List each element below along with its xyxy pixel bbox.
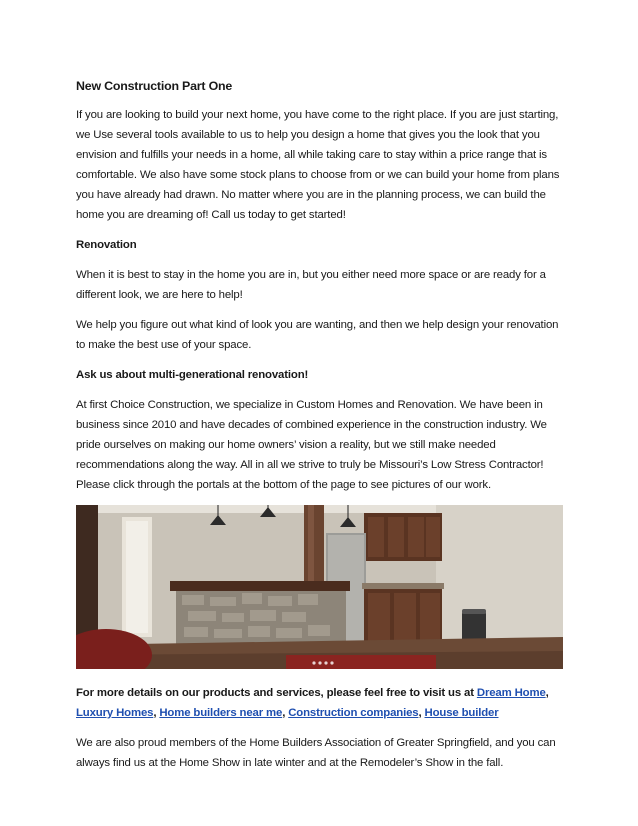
link-dream-home[interactable]: Dream Home (476, 687, 546, 699)
renovation-heading: Renovation (76, 239, 137, 251)
members-paragraph: We are also proud members of the Home Builders Association of Greater Springfield, and you can always find us at the Home Show in late winter and at the Remodeler’s Show in the fall. (76, 737, 556, 769)
kitchen-photo-illustration (76, 505, 563, 669)
link-luxury-homes[interactable]: Luxury Homes (76, 707, 154, 719)
link-construction-companies[interactable]: Construction companies (288, 707, 419, 719)
page-title: New Construction Part One (76, 79, 233, 93)
document-content (76, 76, 564, 783)
details-prefix: For more details on our products and services, please feel free to visit us at (76, 687, 474, 699)
link-home-builders-near-me[interactable]: Home builders near me (159, 707, 283, 719)
about-paragraph: At first Choice Construction, we specialize in Custom Homes and Renovation. We have been in business since 2010 and have decades of combined experience in the construction industry. We pride ourselves on making our home owners’ vision a reality, but we still make needed recommendations along the way. All in all we strive to truly be Missouri’s Low Stress Contractor! Please click through the portals at the bottom of the page to see pictures of our work. (76, 399, 547, 491)
intro-paragraph: If you are looking to build your next home, you have come to the right place. If you are just starting, we Use several tools available to us to help you design a home that gives you the look that you envision and fulfills your needs in a home, all while taking care to stay within a price range that is comfortable. We also have some stock plans to choose from or we can build your home from plans you have already had drawn. No matter where you are in the planning process, we can build the home you are dreaming of! Call us today to get started! (76, 109, 560, 221)
renovation-paragraph-2: We help you figure out what kind of look you are wanting, and then we help design your renovation to make the best use of your space. (76, 319, 559, 351)
link-house-builder[interactable]: House builder (424, 707, 499, 719)
kitchen-renovation-photo (76, 505, 563, 669)
renovation-paragraph-1: When it is best to stay in the home you are in, but you either need more space or are ready for a different look, we are here to help! (76, 269, 546, 301)
multigenerational-heading: Ask us about multi-generational renovation! (76, 369, 309, 381)
details-paragraph: For more details on our products and services, please feel free to visit us at Dream Home, Luxury Homes, Home builders near me, Construction companies, House builder (76, 687, 549, 719)
